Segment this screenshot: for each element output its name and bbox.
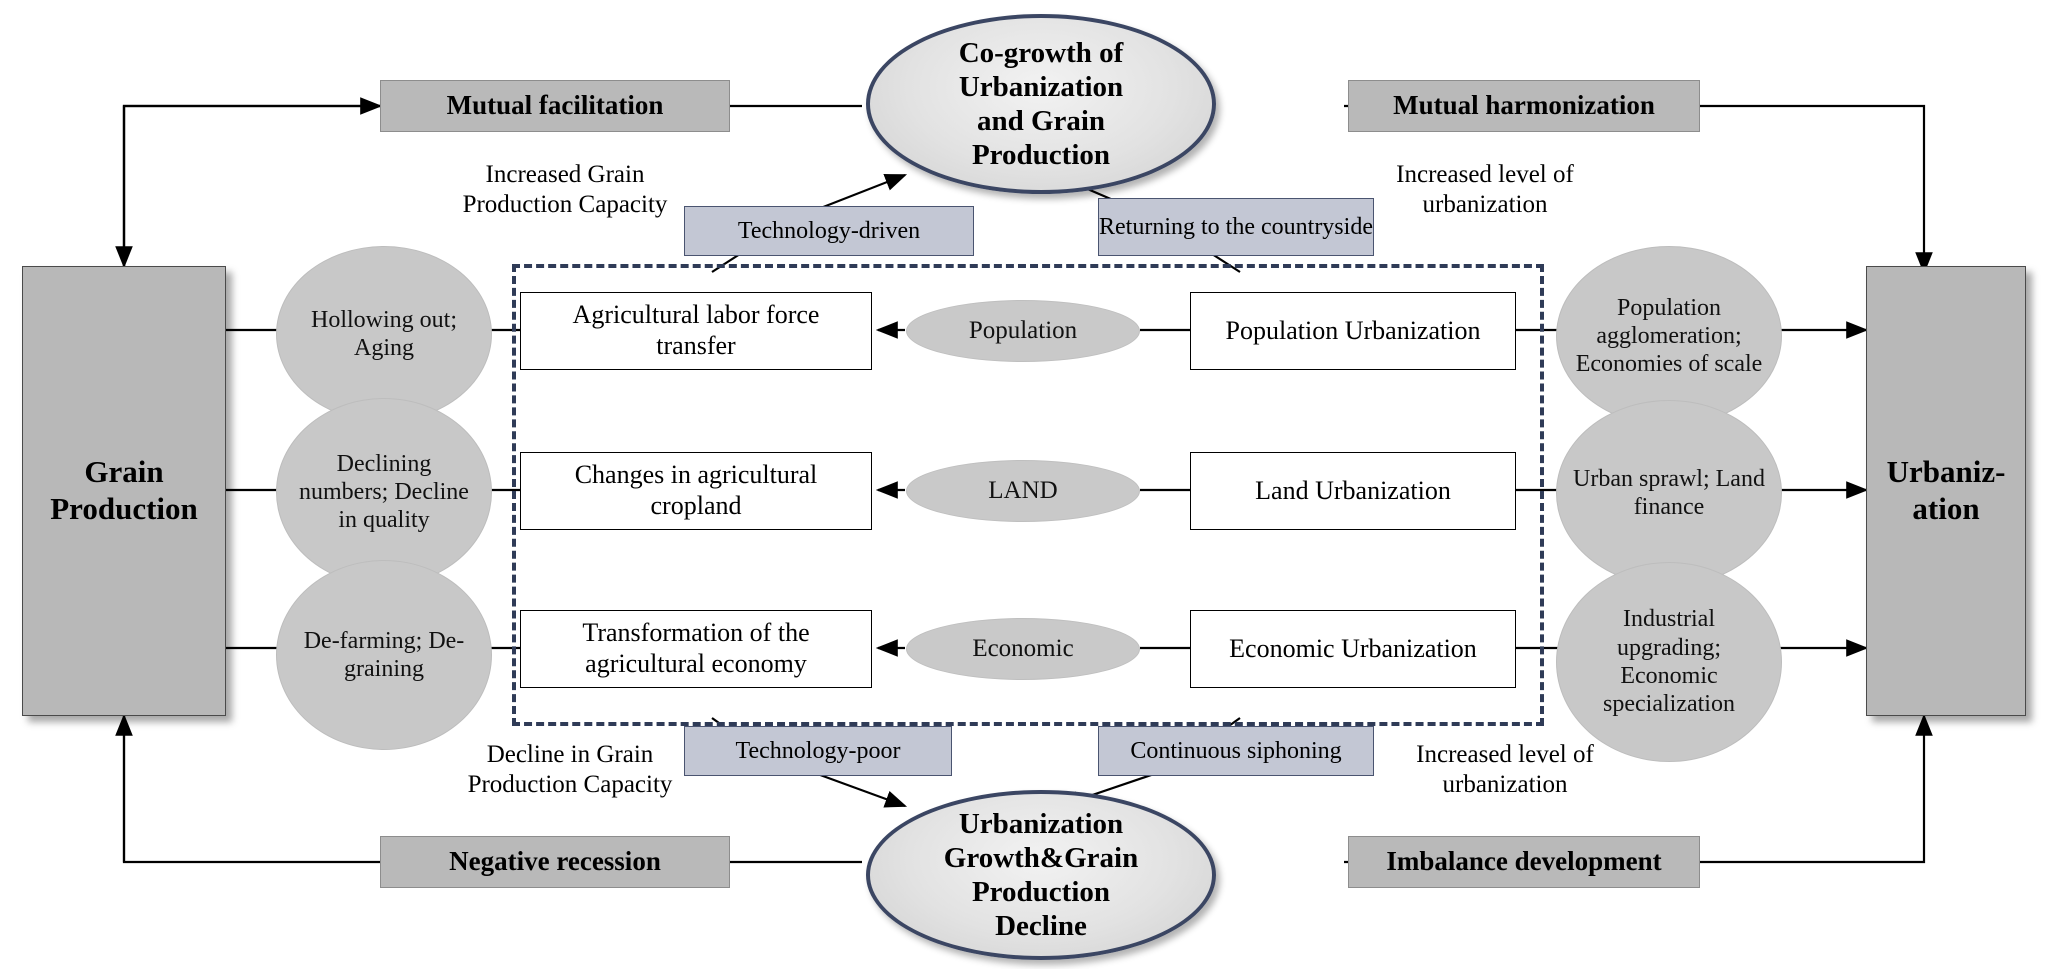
right-circle-2	[1556, 400, 1782, 586]
bottom-ellipse-line-1: Urbanization	[958, 807, 1124, 840]
left-circle-3-label: De-farming; De-graining	[303, 627, 465, 682]
left-circle-3	[276, 560, 492, 750]
tag-continuous-siphoning	[1098, 726, 1374, 776]
banner-top-left-label: Mutual facilitation	[446, 90, 664, 121]
banner-bottom-right-label: Imbalance development	[1386, 846, 1662, 877]
annot-increased-urbanization-bottom	[1380, 740, 1630, 800]
mid-ellipse-population	[906, 300, 1140, 362]
right-box-3-label: Economic Urbanization	[1229, 633, 1477, 663]
left-circle-1-label: Hollowing out; Aging	[310, 306, 457, 361]
right-circle-1	[1556, 246, 1782, 426]
bottom-ellipse-line-2: Growth&Grain	[943, 841, 1139, 874]
banner-mutual-harmonization	[1348, 80, 1700, 132]
bottom-ellipse-line-4: Decline	[995, 910, 1087, 943]
right-box-economic-urbanization	[1190, 610, 1516, 688]
tag-top-right-label: Returning to the countryside	[1099, 213, 1373, 240]
left-box-labor-transfer	[520, 292, 872, 370]
annot-top-right-label: Increased level of urbanization	[1396, 161, 1574, 218]
banner-imbalance-development	[1348, 836, 1700, 888]
tag-top-left-label: Technology-driven	[737, 217, 921, 244]
bottom-outcome-ellipse	[866, 790, 1216, 960]
mid-ellipse-2-label: LAND	[988, 477, 1058, 505]
annot-top-left-label: Increased Grain Production Capacity	[462, 161, 668, 218]
top-outcome-ellipse	[866, 14, 1216, 194]
mid-ellipse-land	[906, 460, 1140, 522]
mid-ellipse-economic	[906, 618, 1140, 680]
top-ellipse-line-4: Production	[971, 139, 1111, 172]
right-circle-1-label: Population agglomeration; Economies of scale	[1575, 294, 1763, 378]
grain-production-box	[22, 266, 226, 716]
grain-production-label: Grain Production	[50, 454, 198, 526]
right-box-land-urbanization	[1190, 452, 1516, 530]
right-box-2-label: Land Urbanization	[1255, 475, 1451, 505]
left-box-1-label: Agricultural labor force transfer	[572, 300, 820, 360]
right-circle-3-label: Industrial upgrading; Economic specialization	[1603, 606, 1735, 718]
annot-bottom-left-label: Decline in Grain Production Capacity	[467, 741, 673, 798]
mid-ellipse-3-label: Economic	[972, 635, 1074, 663]
top-ellipse-line-3: and Grain	[976, 105, 1106, 137]
banner-mutual-facilitation	[380, 80, 730, 132]
mid-ellipse-1-label: Population	[968, 317, 1078, 345]
urbanization-box	[1866, 266, 2026, 716]
annot-bottom-right-label: Increased level of urbanization	[1416, 741, 1594, 798]
banner-bottom-left-label: Negative recession	[449, 846, 661, 877]
tag-bottom-right-label: Continuous siphoning	[1130, 737, 1342, 764]
left-box-cropland-changes	[520, 452, 872, 530]
banner-negative-recession	[380, 836, 730, 888]
annot-increased-grain-capacity	[440, 160, 690, 220]
banner-top-right-label: Mutual harmonization	[1393, 90, 1655, 121]
right-box-1-label: Population Urbanization	[1225, 315, 1481, 345]
annot-decline-grain-capacity	[440, 740, 700, 800]
tag-returning-countryside	[1098, 198, 1374, 256]
tag-technology-poor	[684, 726, 952, 776]
tag-technology-driven	[684, 206, 974, 256]
right-box-population-urbanization	[1190, 292, 1516, 370]
top-ellipse-line-2: Urbanization	[958, 70, 1124, 103]
left-circle-1	[276, 246, 492, 422]
left-box-economy-transformation	[520, 610, 872, 688]
bottom-ellipse-line-3: Production	[971, 876, 1111, 908]
right-circle-2-label: Urban sprawl; Land finance	[1573, 465, 1765, 520]
left-circle-2	[276, 398, 492, 586]
left-circle-2-label: Declining numbers; Decline in quality	[299, 450, 469, 534]
left-box-2-label: Changes in agricultural cropland	[574, 460, 818, 520]
urbanization-label: Urbaniz-ation	[1886, 454, 2006, 526]
right-circle-3	[1556, 562, 1782, 762]
tag-bottom-left-label: Technology-poor	[735, 737, 901, 764]
left-box-3-label: Transformation of the agricultural economy	[582, 618, 810, 678]
top-ellipse-line-1: Co-growth of	[958, 36, 1124, 69]
annot-increased-urbanization-top	[1360, 160, 1610, 220]
